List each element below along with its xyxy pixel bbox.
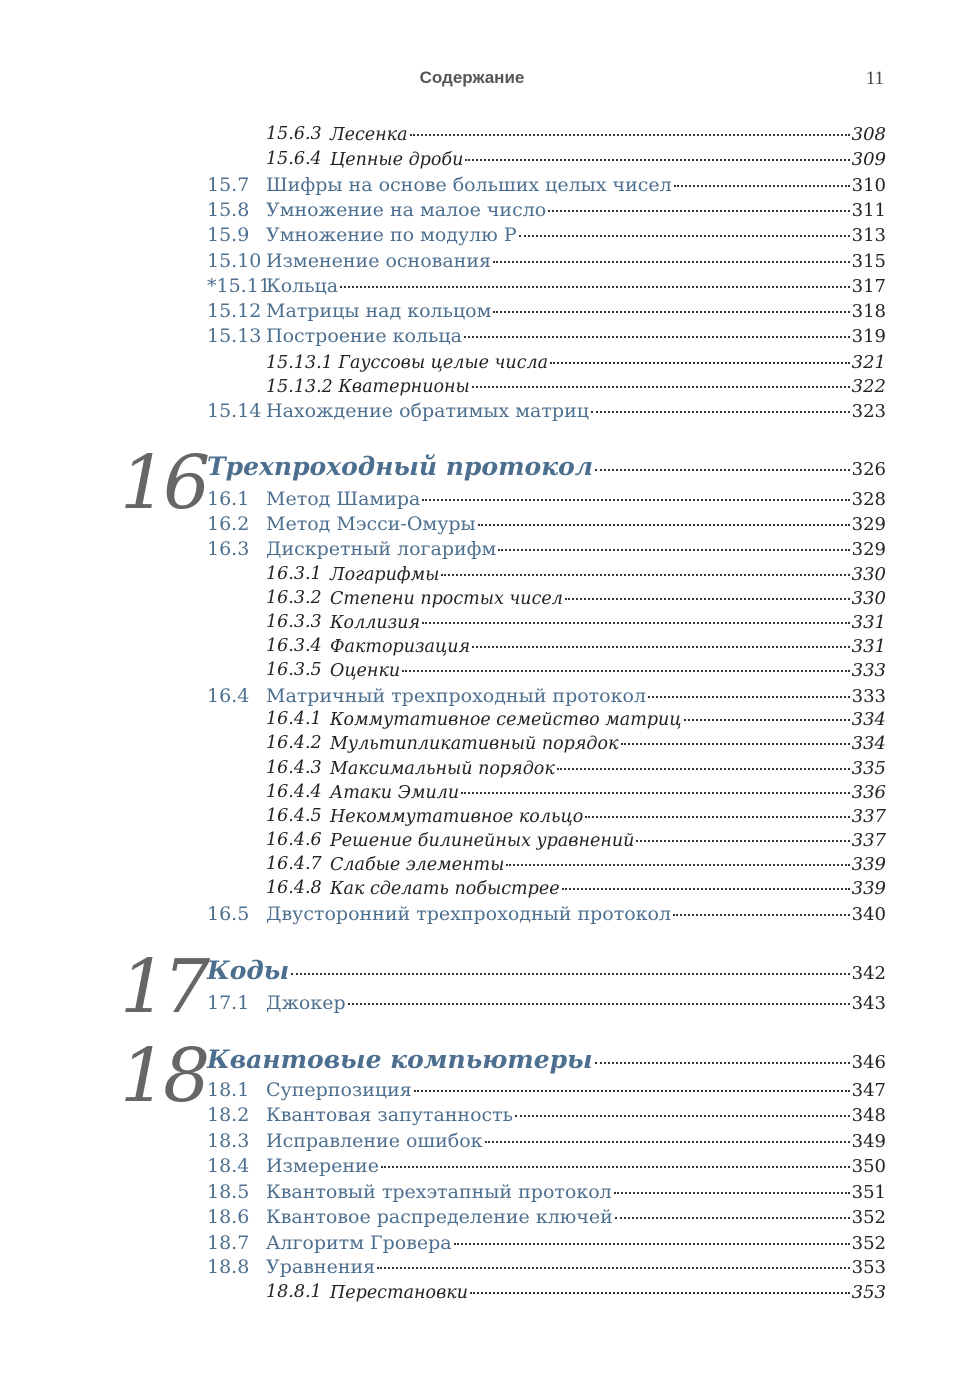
entry-page-number: 330 xyxy=(851,564,886,585)
dot-leader xyxy=(464,336,850,338)
entry-page-number: 353 xyxy=(851,1282,886,1303)
dot-leader xyxy=(595,469,850,471)
dot-leader xyxy=(422,499,849,501)
dot-leader xyxy=(614,1192,850,1194)
entry-number: 16.3 xyxy=(207,538,250,560)
entry-page-number: 310 xyxy=(851,175,886,196)
entry-title: Умножение по модулю P xyxy=(266,224,517,246)
entry-number: 15.6.3 xyxy=(266,124,322,144)
entry-page-number: 352 xyxy=(851,1233,886,1254)
dot-leader xyxy=(422,622,850,624)
entry-number: 18.8 xyxy=(207,1256,250,1278)
entry-title: Трехпроходный протокол xyxy=(207,452,594,481)
entry-page-number: 334 xyxy=(851,733,886,754)
entry-page-number: 319 xyxy=(851,326,886,347)
dot-leader xyxy=(493,311,849,313)
entry-page-number: 352 xyxy=(851,1207,886,1228)
entry-page-number: 308 xyxy=(851,124,886,145)
entry-page-number: 329 xyxy=(851,514,886,535)
dot-leader xyxy=(506,864,849,866)
dot-leader xyxy=(402,670,849,672)
entry-number: 15.10 xyxy=(207,250,262,272)
entry-number: 16.4.1 xyxy=(266,709,322,729)
entry-number: 16.4.4 xyxy=(266,782,322,802)
entry-page-number: 333 xyxy=(851,686,886,707)
entry-page-number: 317 xyxy=(851,276,886,297)
entry-title: Метод Шамира xyxy=(266,488,421,510)
entry-title: Лесенка xyxy=(330,125,408,145)
entry-number: 15.7 xyxy=(207,174,250,196)
dot-leader xyxy=(673,914,850,916)
entry-page-number: 326 xyxy=(851,459,886,480)
entry-page-number: 339 xyxy=(851,878,886,899)
dot-leader xyxy=(340,286,850,288)
entry-number: 18.5 xyxy=(207,1181,250,1203)
entry-number: 15.12 xyxy=(207,300,262,322)
entry-number: 18.1 xyxy=(207,1079,250,1101)
entry-title: Факторизация xyxy=(330,637,471,657)
entry-title: Исправление ошибок xyxy=(266,1130,483,1152)
dot-leader xyxy=(454,1243,850,1245)
chapter-number: 17 xyxy=(120,944,207,1030)
entry-title: Уравнения xyxy=(266,1256,376,1278)
chapter-number: 16 xyxy=(120,440,207,526)
entry-page-number: 328 xyxy=(851,489,886,510)
entry-number: 16.4.8 xyxy=(266,878,322,898)
entry-number: 16.3.1 xyxy=(266,564,322,584)
entry-title: Решение билинейных уравнений xyxy=(330,831,635,851)
entry-page-number: 339 xyxy=(851,854,886,875)
entry-title: Слабые элементы xyxy=(330,855,505,875)
entry-title: 15.13.1 Гауссовы целые числа xyxy=(266,353,549,373)
entry-number: 15.9 xyxy=(207,224,250,246)
entry-title: Дискретный логарифм xyxy=(266,538,497,560)
entry-page-number: 318 xyxy=(851,301,886,322)
entry-number: *15.11 xyxy=(207,275,271,297)
entry-number: 18.6 xyxy=(207,1206,250,1228)
entry-title: Нахождение обратимых матриц xyxy=(266,400,589,422)
dot-leader xyxy=(493,261,850,263)
entry-page-number: 329 xyxy=(851,539,886,560)
entry-title: Максимальный порядок xyxy=(330,759,555,779)
dot-leader xyxy=(548,210,849,212)
entry-title: Изменение основания xyxy=(266,250,491,272)
entry-number: 15.6.4 xyxy=(266,149,322,169)
entry-title: Квантовые компьютеры xyxy=(207,1045,593,1074)
dot-leader xyxy=(557,768,850,770)
entry-page-number: 337 xyxy=(851,806,886,827)
dot-leader xyxy=(470,1292,850,1294)
entry-title: Кольца xyxy=(266,275,339,297)
entry-page-number: 311 xyxy=(851,200,886,221)
entry-number: 17.1 xyxy=(207,992,250,1014)
dot-leader xyxy=(348,1003,850,1005)
entry-page-number: 337 xyxy=(851,830,886,851)
entry-page-number: 323 xyxy=(851,401,886,422)
entry-title: Как сделать побыстрее xyxy=(330,879,560,899)
entry-title: Построение кольца xyxy=(266,325,462,347)
entry-title: Шифры на основе больших целых чисел xyxy=(266,174,672,196)
entry-number: 16.5 xyxy=(207,903,250,925)
entry-number: 16.4.6 xyxy=(266,830,322,850)
entry-page-number: 342 xyxy=(851,963,886,984)
dot-leader xyxy=(550,362,850,364)
entry-number: 16.1 xyxy=(207,488,250,510)
dot-leader xyxy=(485,1141,850,1143)
entry-number: 18.2 xyxy=(207,1104,250,1126)
chapter-number: 18 xyxy=(120,1033,207,1119)
dot-leader xyxy=(585,816,849,818)
entry-number: 18.4 xyxy=(207,1155,250,1177)
entry-page-number: 334 xyxy=(851,709,886,730)
entry-title: 15.13.2 Кватернионы xyxy=(266,377,470,397)
dot-leader xyxy=(377,1267,850,1269)
dot-leader xyxy=(621,743,850,745)
dot-leader xyxy=(381,1166,850,1168)
entry-number: 15.13 xyxy=(207,325,262,347)
entry-title: Метод Мэсси-Омуры xyxy=(266,513,476,535)
entry-title: Коммутативное семейство матриц xyxy=(330,710,682,730)
entry-page-number: 346 xyxy=(851,1052,886,1073)
dot-leader xyxy=(465,159,849,161)
dot-leader xyxy=(461,792,849,794)
entry-title: Матрицы над кольцом xyxy=(266,300,492,322)
dot-leader xyxy=(472,646,850,648)
running-header-title: Содержание xyxy=(419,68,525,87)
entry-page-number: 349 xyxy=(851,1131,886,1152)
entry-number: 16.3.4 xyxy=(266,636,322,656)
entry-title: Коллизия xyxy=(330,613,421,633)
entry-page-number: 353 xyxy=(851,1257,886,1278)
entry-page-number: 330 xyxy=(851,588,886,609)
entry-title: Двусторонний трехпроходный протокол xyxy=(266,903,672,925)
entry-page-number: 313 xyxy=(851,225,886,246)
dot-leader xyxy=(291,973,849,975)
entry-title: Атаки Эмили xyxy=(330,783,460,803)
dot-leader xyxy=(410,134,850,136)
dot-leader xyxy=(615,1217,850,1219)
entry-page-number: 322 xyxy=(851,376,886,397)
dot-leader xyxy=(562,888,850,890)
entry-title: Матричный трехпроходный протокол xyxy=(266,685,647,707)
dot-leader xyxy=(498,549,849,551)
entry-number: 16.3.5 xyxy=(266,660,322,680)
entry-page-number: 347 xyxy=(851,1080,886,1101)
entry-page-number: 321 xyxy=(851,352,886,373)
dot-leader xyxy=(565,598,850,600)
entry-number: 15.14 xyxy=(207,400,262,422)
entry-title: Суперпозиция xyxy=(266,1079,412,1101)
entry-title: Коды xyxy=(207,956,290,985)
entry-page-number: 315 xyxy=(851,251,886,272)
dot-leader xyxy=(515,1115,850,1117)
entry-page-number: 331 xyxy=(851,636,886,657)
entry-page-number: 335 xyxy=(851,758,886,779)
dot-leader xyxy=(414,1090,850,1092)
entry-page-number: 336 xyxy=(851,782,886,803)
entry-page-number: 350 xyxy=(851,1156,886,1177)
dot-leader xyxy=(519,235,850,237)
page-number: 11 xyxy=(865,68,884,89)
dot-leader xyxy=(684,719,850,721)
entry-number: 16.4.7 xyxy=(266,854,322,874)
entry-page-number: 348 xyxy=(851,1105,886,1126)
entry-title: Оценки xyxy=(330,661,401,681)
dot-leader xyxy=(591,411,850,413)
entry-title: Квантовая запутанность xyxy=(266,1104,514,1126)
entry-number: 18.8.1 xyxy=(266,1282,322,1302)
entry-page-number: 340 xyxy=(851,904,886,925)
entry-title: Цепные дроби xyxy=(330,150,464,170)
entry-number: 16.2 xyxy=(207,513,250,535)
entry-title: Умножение на малое число xyxy=(266,199,547,221)
dot-leader xyxy=(472,386,850,388)
entry-title: Перестановки xyxy=(330,1283,468,1303)
entry-number: 16.4 xyxy=(207,685,250,707)
dot-leader xyxy=(595,1062,850,1064)
entry-page-number: 309 xyxy=(851,149,886,170)
dot-leader xyxy=(636,840,849,842)
entry-title: Джокер xyxy=(266,992,346,1014)
entry-number: 16.3.2 xyxy=(266,588,322,608)
entry-page-number: 343 xyxy=(851,993,886,1014)
entry-page-number: 351 xyxy=(851,1182,886,1203)
entry-title: Степени простых чисел xyxy=(330,589,563,609)
entry-number: 16.4.5 xyxy=(266,806,322,826)
entry-title: Мультипликативный порядок xyxy=(330,734,619,754)
entry-title: Логарифмы xyxy=(330,565,440,585)
entry-title: Квантовый трехэтапный протокол xyxy=(266,1181,612,1203)
dot-leader xyxy=(648,696,850,698)
entry-number: 16.4.2 xyxy=(266,733,322,753)
dot-leader xyxy=(441,574,849,576)
entry-number: 18.3 xyxy=(207,1130,250,1152)
entry-page-number: 333 xyxy=(851,660,886,681)
entry-number: 18.7 xyxy=(207,1232,250,1254)
entry-title: Алгоритм Гровера xyxy=(266,1232,452,1254)
entry-page-number: 331 xyxy=(851,612,886,633)
entry-number: 16.4.3 xyxy=(266,758,322,778)
entry-number: 16.3.3 xyxy=(266,612,322,632)
entry-number: 15.8 xyxy=(207,199,250,221)
dot-leader xyxy=(674,185,850,187)
entry-title: Измерение xyxy=(266,1155,379,1177)
entry-title: Квантовое распределение ключей xyxy=(266,1206,613,1228)
entry-title: Некоммутативное кольцо xyxy=(330,807,584,827)
dot-leader xyxy=(478,524,850,526)
